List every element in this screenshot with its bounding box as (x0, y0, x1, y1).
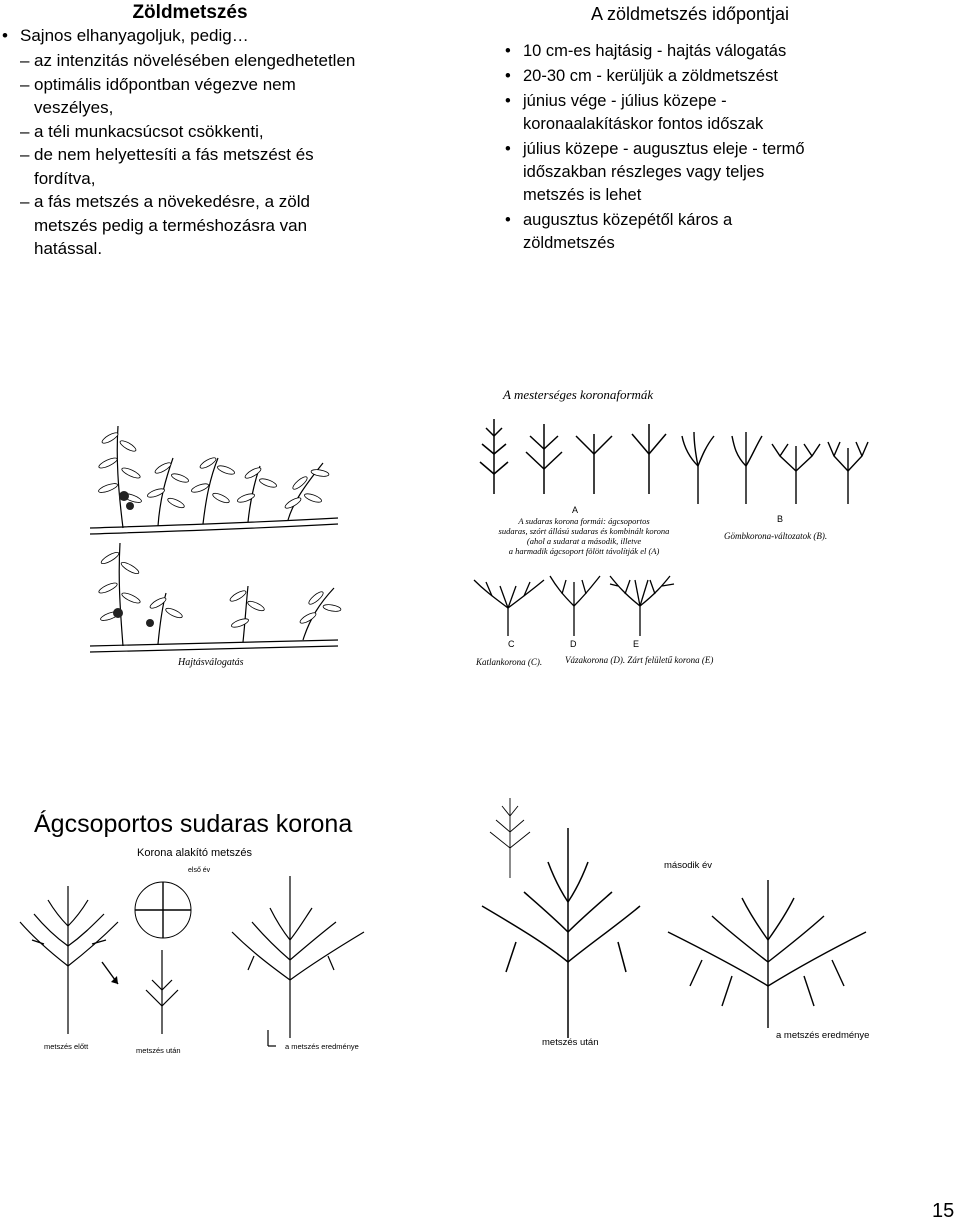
dash-item: – a fás metszés a növekedésre, a zöld metszés pedig a terméshozásra van hatással. (20, 192, 310, 258)
list-item: • 20-30 cm - kerüljük a zöldmetszést (505, 67, 778, 85)
dash-item: – az intenzitás növelésében elengedhetetlen (20, 51, 356, 70)
slide1-bullet-text: Sajnos elhanyagoljuk, pedig… (20, 26, 249, 45)
caption-b: Gömbkorona-változatok (B). (724, 531, 828, 541)
crown-diagram-circle (133, 880, 193, 940)
label-a: A (572, 505, 579, 515)
label-d: D (570, 639, 577, 649)
slide2-title: A zöldmetszés időpontjai (590, 4, 790, 24)
crown-forms-b-illustration (676, 426, 878, 506)
before-label: metszés előtt (44, 1042, 89, 1051)
slide5-subtitle: Korona alakító metszés (137, 847, 252, 859)
dash-item: – a téli munkacsúcsot csökkenti, (20, 121, 264, 141)
crown-forms-a-illustration (474, 414, 670, 498)
shoot-selection-illustration (88, 418, 340, 666)
arrow-icon (100, 960, 122, 988)
caption-c: Katlankorona (C). (476, 657, 543, 667)
slide1-title: Zöldmetszés (132, 2, 248, 23)
slide1-dash-list (20, 49, 365, 261)
list-item: • 10 cm-es hajtásig - hajtás válogatás (505, 42, 787, 60)
after-label: metszés után (136, 1046, 181, 1055)
second-year-label: második év (664, 860, 713, 871)
dash-item: – de nem helyettesíti a fás metszést és fordítva, (20, 145, 314, 188)
dash-item: – optimális időpontban végezve nem veszélyes, (20, 74, 296, 117)
tree-before-pruning (14, 866, 122, 1036)
crown-forms-heading: A mesterséges koronaformák (503, 387, 654, 402)
label-e: E (633, 639, 640, 649)
page-number: 15 (932, 1200, 955, 1222)
tree-after-pruning (132, 940, 192, 1036)
tree-second-year-after (476, 822, 646, 1040)
bullet-marker: • (2, 26, 8, 45)
shoot-selection-caption: Hajtásválogatás (178, 657, 244, 668)
list-item: • június vége - július közepe - koronaalakításkor fontos időszak (505, 92, 764, 133)
result-label: a metszés eredménye (285, 1042, 359, 1051)
after-label-2: metszés után (542, 1037, 599, 1048)
tree-pruning-result (224, 870, 372, 1052)
result-label-2: a metszés eredménye (776, 1030, 870, 1041)
caption-de: Vázakorona (D). Zárt felületű korona (E) (565, 655, 714, 665)
label-c: C (508, 639, 515, 649)
crown-forms-cde-illustration (470, 572, 688, 638)
first-year-label: első év (188, 867, 211, 874)
caption-a: A sudaras korona formái: ágcsoportos sudaras, szórt állású sudaras és kombinált korona (ahol a sudarat a második, illetve a harmadik ágcsoport fölött távolítják el (A) (498, 516, 670, 556)
label-b: B (777, 514, 784, 524)
list-item: • július közepe - augusztus eleje - termő időszakban részleges vagy teljes metszés is lehet (505, 140, 805, 204)
list-item: • augusztus közepétől káros a zöldmetszés (505, 211, 733, 252)
tree-second-year-result (662, 876, 872, 1030)
slide1-bullet (2, 24, 442, 48)
slide5-title: Ágcsoportos sudaras korona (34, 810, 353, 838)
slide2-bullet-list (505, 40, 825, 255)
